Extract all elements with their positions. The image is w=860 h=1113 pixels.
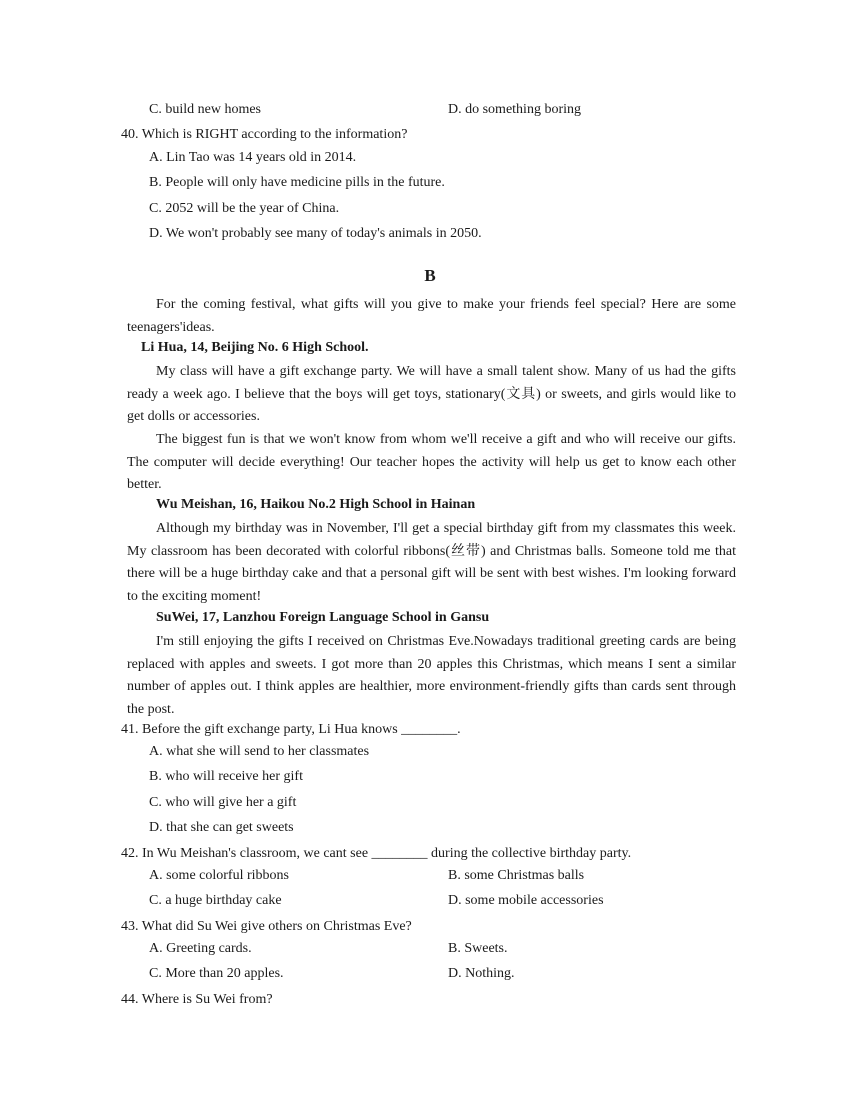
- li-hua-paragraph-2: The biggest fun is that we won't know from whom we'll receive a gift and who will receive our gifts. The computer will decide everything! Our teacher hopes the activity will help us get to know each other better.: [127, 432, 736, 492]
- q43-option-d: D. Nothing.: [448, 966, 515, 981]
- entry-name-su-wei: SuWei, 17, Lanzhou Foreign Language School in Gansu: [156, 610, 490, 625]
- q41-option-b: B. who will receive her gift: [149, 769, 303, 784]
- q40-option-c: C. 2052 will be the year of China.: [149, 201, 340, 216]
- q42-option-a: A. some colorful ribbons: [149, 868, 289, 883]
- wu-meishan-paragraph: Although my birthday was in November, I'll get a special birthday gift from my classmates this week. My classroom has been decorated with colorful ribbons(丝带) and Christmas balls. Someone told me that there will be a huge birthday cake and that a personal gift will be sent with best wishes. I'm looking forward to the exciting moment!: [127, 521, 736, 604]
- q42-option-c: C. a huge birthday cake: [149, 893, 282, 908]
- entry-name-li-hua: Li Hua, 14, Beijing No. 6 High School.: [141, 340, 369, 355]
- q42-option-d: D. some mobile accessories: [448, 893, 604, 908]
- q40-option-d: D. We won't probably see many of today's animals in 2050.: [149, 226, 482, 241]
- intro-paragraph: For the coming festival, what gifts will you give to make your friends feel special? Here are some teenagers'ideas.: [127, 297, 736, 335]
- q41-option-c: C. who will give her a gift: [149, 795, 297, 810]
- q39-option-d: D. do something boring: [448, 102, 581, 117]
- q41-question: 41. Before the gift exchange party, Li Hua knows ________.: [121, 722, 461, 737]
- q39-option-c: C. build new homes: [149, 102, 261, 117]
- q40-question: 40. Which is RIGHT according to the information?: [121, 127, 408, 142]
- q41-option-d: D. that she can get sweets: [149, 820, 294, 835]
- q44-question: 44. Where is Su Wei from?: [121, 992, 273, 1007]
- li-hua-paragraph-1: My class will have a gift exchange party. We will have a small talent show. Many of us had the gifts ready a week ago. I believe that the boys will get toys, stationary(文具) or sweets, and girls would like to get dolls or accessories.: [127, 364, 736, 424]
- entry-name-wu-meishan: Wu Meishan, 16, Haikou No.2 High School in Hainan: [156, 497, 476, 512]
- section-heading: B: [424, 266, 436, 285]
- su-wei-paragraph: I'm still enjoying the gifts I received on Christmas Eve.Nowadays traditional greeting cards are being replaced with apples and sweets. I got more than 20 apples this Christmas, which means I sent a similar number of apples out. I think apples are healthier, more environment-friendly gifts than cards sent through the post.: [127, 634, 736, 717]
- q42-question: 42. In Wu Meishan's classroom, we cant see ________ during the collective birthday party.: [121, 846, 632, 861]
- q41-option-a: A. what she will send to her classmates: [149, 744, 370, 759]
- q40-option-b: B. People will only have medicine pills in the future.: [149, 175, 445, 190]
- q42-option-b: B. some Christmas balls: [448, 868, 585, 883]
- q43-option-b: B. Sweets.: [448, 941, 508, 956]
- q43-question: 43. What did Su Wei give others on Christmas Eve?: [121, 919, 412, 934]
- q43-option-c: C. More than 20 apples.: [149, 966, 284, 981]
- q43-option-a: A. Greeting cards.: [149, 941, 252, 956]
- q40-option-a: A. Lin Tao was 14 years old in 2014.: [149, 150, 357, 165]
